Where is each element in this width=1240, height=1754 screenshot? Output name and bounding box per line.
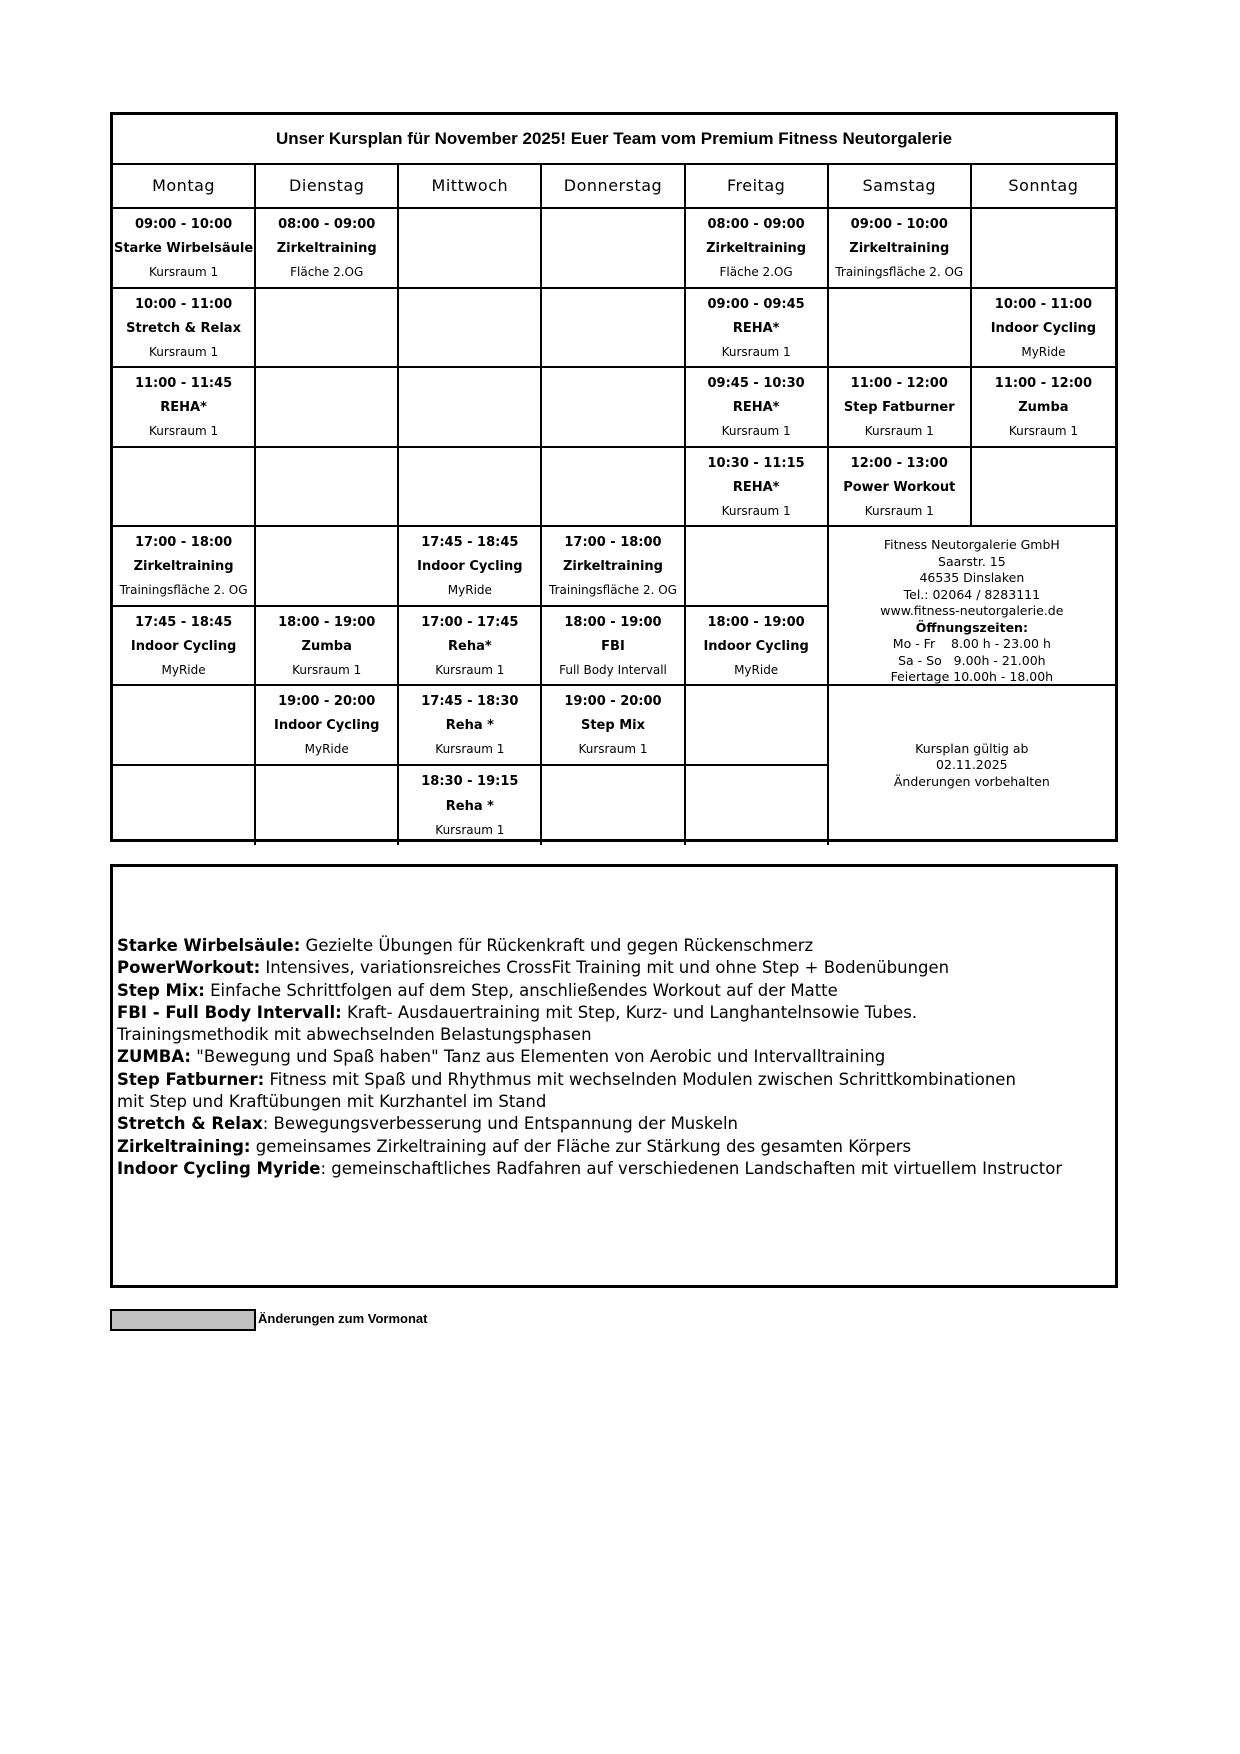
course-time: 17:00 - 18:00 [134, 535, 233, 551]
schedule-cell [542, 448, 685, 528]
course-time: 09:45 - 10:30 [707, 376, 805, 392]
course-name: FBI [601, 638, 625, 654]
course-room: Kursraum 1 [721, 344, 791, 359]
schedule-cell [686, 448, 829, 528]
course-room: Trainingsfläche 2. OG [835, 265, 964, 280]
schedule-cell [399, 607, 542, 687]
course-time: 09:00 - 10:00 [134, 217, 233, 233]
schedule-cell [256, 368, 399, 448]
course-time: 17:45 - 18:45 [421, 535, 519, 551]
schedule-cell [256, 686, 399, 766]
course-room: Kursraum 1 [578, 742, 648, 757]
opening-hours-line: Feiertage 10.00h - 18.00h [890, 669, 1054, 684]
schedule-cell [972, 209, 1115, 289]
course-time: 10:30 - 11:15 [707, 455, 805, 471]
course-descriptions-list [117, 935, 1111, 1180]
day-header-donnerstag: Donnerstag [542, 163, 685, 209]
schedule-cell [399, 209, 542, 289]
opening-hours-line: Mo - Fr 8.00 h - 23.00 h [892, 636, 1051, 651]
course-room: MyRide [447, 583, 492, 598]
description-text: : gemeinschaftliches Radfahren auf verschiedenen Landschaften mit virtuellem Instructor [320, 1158, 1063, 1178]
schedule-cell [113, 766, 256, 846]
schedule-cell [256, 527, 399, 607]
description-text: Fitness mit Spaß und Rhythmus mit wechselnden Modulen zwischen Schrittkombinationen [264, 1069, 1016, 1089]
course-name: Reha * [445, 798, 494, 814]
description-text: Gezielte Übungen für Rückenkraft und gegen Rückenschmerz [300, 936, 814, 955]
schedule-grid [113, 163, 1115, 845]
course-room: MyRide [304, 742, 349, 757]
course-name: Indoor Cycling [274, 718, 380, 734]
schedule-cell [686, 686, 829, 766]
description-term: Indoor Cycling Myride [117, 1158, 321, 1178]
course-room: Kursraum 1 [721, 503, 791, 518]
description-text: Intensives, variationsreiches CrossFit Training mit und ohne Step + Bodenübungen [260, 958, 950, 978]
course-room: Kursraum 1 [149, 265, 219, 280]
course-time: 17:45 - 18:45 [134, 614, 233, 630]
course-time: 18:00 - 19:00 [564, 614, 662, 630]
schedule-validity-note [829, 686, 1115, 845]
description-term: Step Mix: [117, 980, 205, 1000]
schedule-cell [686, 289, 829, 369]
course-time: 12:00 - 13:00 [850, 455, 948, 471]
day-header-montag: Montag [113, 163, 256, 209]
schedule-cell [256, 766, 399, 846]
description-line [117, 957, 1111, 979]
schedule-cell [829, 368, 972, 448]
course-name: Zirkeltraining [849, 241, 950, 257]
course-name: Starke Wirbelsäule [113, 241, 254, 257]
course-room: MyRide [161, 662, 206, 677]
course-time: 11:00 - 12:00 [994, 376, 1093, 392]
course-name: Reha* [448, 638, 492, 654]
course-room: Kursraum 1 [149, 424, 219, 439]
schedule-cell [256, 289, 399, 369]
description-line [117, 1002, 1111, 1024]
legend-swatch [110, 1309, 256, 1331]
gym-company-name: Fitness Neutorgalerie GmbH [883, 537, 1060, 552]
day-header-sonntag: Sonntag [972, 163, 1115, 209]
course-time: 11:00 - 11:45 [134, 376, 233, 392]
course-name: Power Workout [843, 479, 956, 495]
course-room: Kursraum 1 [149, 344, 219, 359]
course-name: Step Fatburner [843, 400, 955, 416]
day-header-freitag: Freitag [686, 163, 829, 209]
legend-label: Änderungen zum Vormonat [258, 1311, 428, 1326]
course-time: 19:00 - 20:00 [564, 694, 662, 710]
description-text: gemeinsames Zirkeltraining auf der Fläche zur Stärkung des gesamten Körpers [250, 1136, 912, 1156]
course-name: Indoor Cycling [130, 638, 237, 654]
course-name: Stretch & Relax [126, 320, 241, 336]
schedule-cell [542, 368, 685, 448]
gym-contact-info [829, 527, 1115, 686]
day-header-mittwoch: Mittwoch [399, 163, 542, 209]
description-term: FBI - Full Body Intervall: [117, 1002, 342, 1022]
description-line [117, 1024, 1111, 1046]
schedule-cell [686, 209, 829, 289]
course-name: REHA* [160, 400, 207, 416]
course-time: 08:00 - 09:00 [707, 217, 805, 233]
schedule-cell [399, 686, 542, 766]
schedule-cell [399, 448, 542, 528]
course-room: Trainingsfläche 2. OG [119, 583, 248, 598]
schedule-cell [256, 448, 399, 528]
course-room: MyRide [734, 662, 779, 677]
course-time: 10:00 - 11:00 [134, 296, 233, 312]
description-line [117, 1113, 1111, 1135]
schedule-cell [542, 607, 685, 687]
course-room: Trainingsfläche 2. OG [549, 583, 677, 598]
description-text: mit Step und Kraftübungen mit Kurzhantel im Stand [117, 1092, 547, 1112]
course-room: Kursraum 1 [864, 424, 934, 439]
schedule-cell [256, 607, 399, 687]
description-term: Stretch & Relax [117, 1114, 263, 1134]
course-room: Fläche 2.OG [719, 265, 793, 280]
course-room: MyRide [1021, 344, 1066, 359]
course-name: Zirkeltraining [133, 559, 234, 575]
gym-street: Saarstr. 15 [938, 553, 1006, 569]
course-name: Indoor Cycling [417, 559, 523, 575]
course-room: Fläche 2.OG [290, 265, 364, 280]
schedule-cell [542, 527, 685, 607]
schedule-cell [399, 289, 542, 369]
gym-city: 46535 Dinslaken [919, 570, 1025, 585]
course-time: 17:45 - 18:30 [421, 694, 519, 710]
schedule-cell [542, 209, 685, 289]
description-text: Kraft- Ausdauertraining mit Step, Kurz- und Langhantelnsowie Tubes. [341, 1002, 918, 1022]
course-time: 18:30 - 19:15 [421, 774, 519, 790]
course-name: REHA* [732, 400, 780, 416]
schedule-cell [972, 368, 1115, 448]
schedule-cell [113, 686, 256, 766]
description-line [117, 935, 1111, 957]
schedule-cell [972, 448, 1115, 528]
schedule-cell [113, 209, 256, 289]
schedule-cell [686, 527, 829, 607]
course-name: Zirkeltraining [562, 559, 663, 575]
course-time: 11:00 - 12:00 [850, 376, 948, 392]
course-descriptions-box [110, 864, 1118, 1288]
course-time: 09:00 - 10:00 [850, 217, 948, 233]
course-name: Indoor Cycling [703, 638, 809, 654]
course-name: Reha * [445, 718, 494, 734]
description-line [117, 1091, 1111, 1113]
schedule-cell [542, 289, 685, 369]
course-time: 18:00 - 19:00 [707, 614, 805, 630]
course-room: Kursraum 1 [864, 503, 934, 518]
course-time: 08:00 - 09:00 [278, 217, 376, 233]
description-term: Zirkeltraining: [117, 1136, 251, 1156]
validity-line3: Änderungen vorbehalten [893, 773, 1050, 789]
schedule-cell [113, 289, 256, 369]
course-time: 10:00 - 11:00 [994, 296, 1093, 312]
course-name: Zirkeltraining [276, 241, 377, 257]
course-schedule-table [110, 112, 1118, 842]
description-line [117, 1136, 1111, 1158]
description-term: PowerWorkout: [117, 958, 261, 978]
gym-phone: Tel.: 02064 / 8283111 [903, 586, 1041, 602]
course-name: Zumba [1018, 400, 1069, 416]
description-text: Einfache Schrittfolgen auf dem Step, anschließendes Workout auf der Matte [204, 980, 838, 1000]
schedule-cell [686, 607, 829, 687]
course-name: REHA* [732, 320, 780, 336]
schedule-cell [399, 527, 542, 607]
description-line [117, 1158, 1111, 1180]
schedule-cell [113, 607, 256, 687]
schedule-cell [686, 766, 829, 846]
course-time: 19:00 - 20:00 [278, 694, 376, 710]
course-time: 18:00 - 19:00 [278, 614, 376, 630]
description-term: ZUMBA: [117, 1047, 192, 1067]
course-name: Zirkeltraining [706, 241, 807, 257]
schedule-cell [829, 448, 972, 528]
opening-hours-line: Sa - So 9.00h - 21.00h [898, 652, 1046, 668]
schedule-cell [829, 209, 972, 289]
schedule-cell [542, 686, 685, 766]
course-name: Indoor Cycling [990, 320, 1097, 336]
description-text: : Bewegungsverbesserung und Entspannung der Muskeln [262, 1114, 739, 1134]
course-room: Kursraum 1 [435, 742, 505, 757]
schedule-cell [113, 368, 256, 448]
description-line [117, 980, 1111, 1002]
course-room: Kursraum 1 [1008, 424, 1078, 439]
description-line [117, 1046, 1111, 1068]
gym-website: www.fitness-neutorgalerie.de [880, 603, 1064, 618]
description-text: Trainingsmethodik mit abwechselnden Belastungsphasen [117, 1025, 592, 1045]
description-term: Step Fatburner: [117, 1069, 265, 1089]
schedule-cell [686, 368, 829, 448]
course-name: Step Mix [580, 718, 645, 734]
schedule-cell [399, 766, 542, 846]
description-line [117, 1069, 1111, 1091]
validity-line1: Kursplan gültig ab [915, 740, 1029, 756]
course-name: Zumba [301, 638, 352, 654]
opening-hours-title: Öffnungszeiten: [915, 619, 1028, 635]
course-room: Kursraum 1 [435, 823, 505, 838]
validity-line2: 02.11.2025 [936, 757, 1008, 773]
description-term: Starke Wirbelsäule: [117, 936, 301, 955]
schedule-cell [399, 368, 542, 448]
course-room: Kursraum 1 [292, 662, 362, 677]
schedule-cell [113, 448, 256, 528]
course-time: 17:00 - 17:45 [421, 614, 519, 630]
schedule-cell [542, 766, 685, 846]
day-header-dienstag: Dienstag [256, 163, 399, 209]
schedule-cell [829, 289, 972, 369]
course-time: 09:00 - 09:45 [707, 296, 805, 312]
schedule-cell [256, 209, 399, 289]
course-room: Full Body Intervall [559, 662, 667, 677]
schedule-cell [972, 289, 1115, 369]
schedule-title: Unser Kursplan für November 2025! Euer Team vom Premium Fitness Neutorgalerie [113, 115, 1115, 165]
course-room: Kursraum 1 [721, 424, 791, 439]
day-header-samstag: Samstag [829, 163, 972, 209]
course-name: REHA* [732, 479, 780, 495]
schedule-cell [113, 527, 256, 607]
course-room: Kursraum 1 [435, 662, 505, 677]
description-text: "Bewegung und Spaß haben" Tanz aus Elementen von Aerobic und Intervalltraining [191, 1047, 886, 1067]
course-time: 17:00 - 18:00 [564, 535, 662, 551]
